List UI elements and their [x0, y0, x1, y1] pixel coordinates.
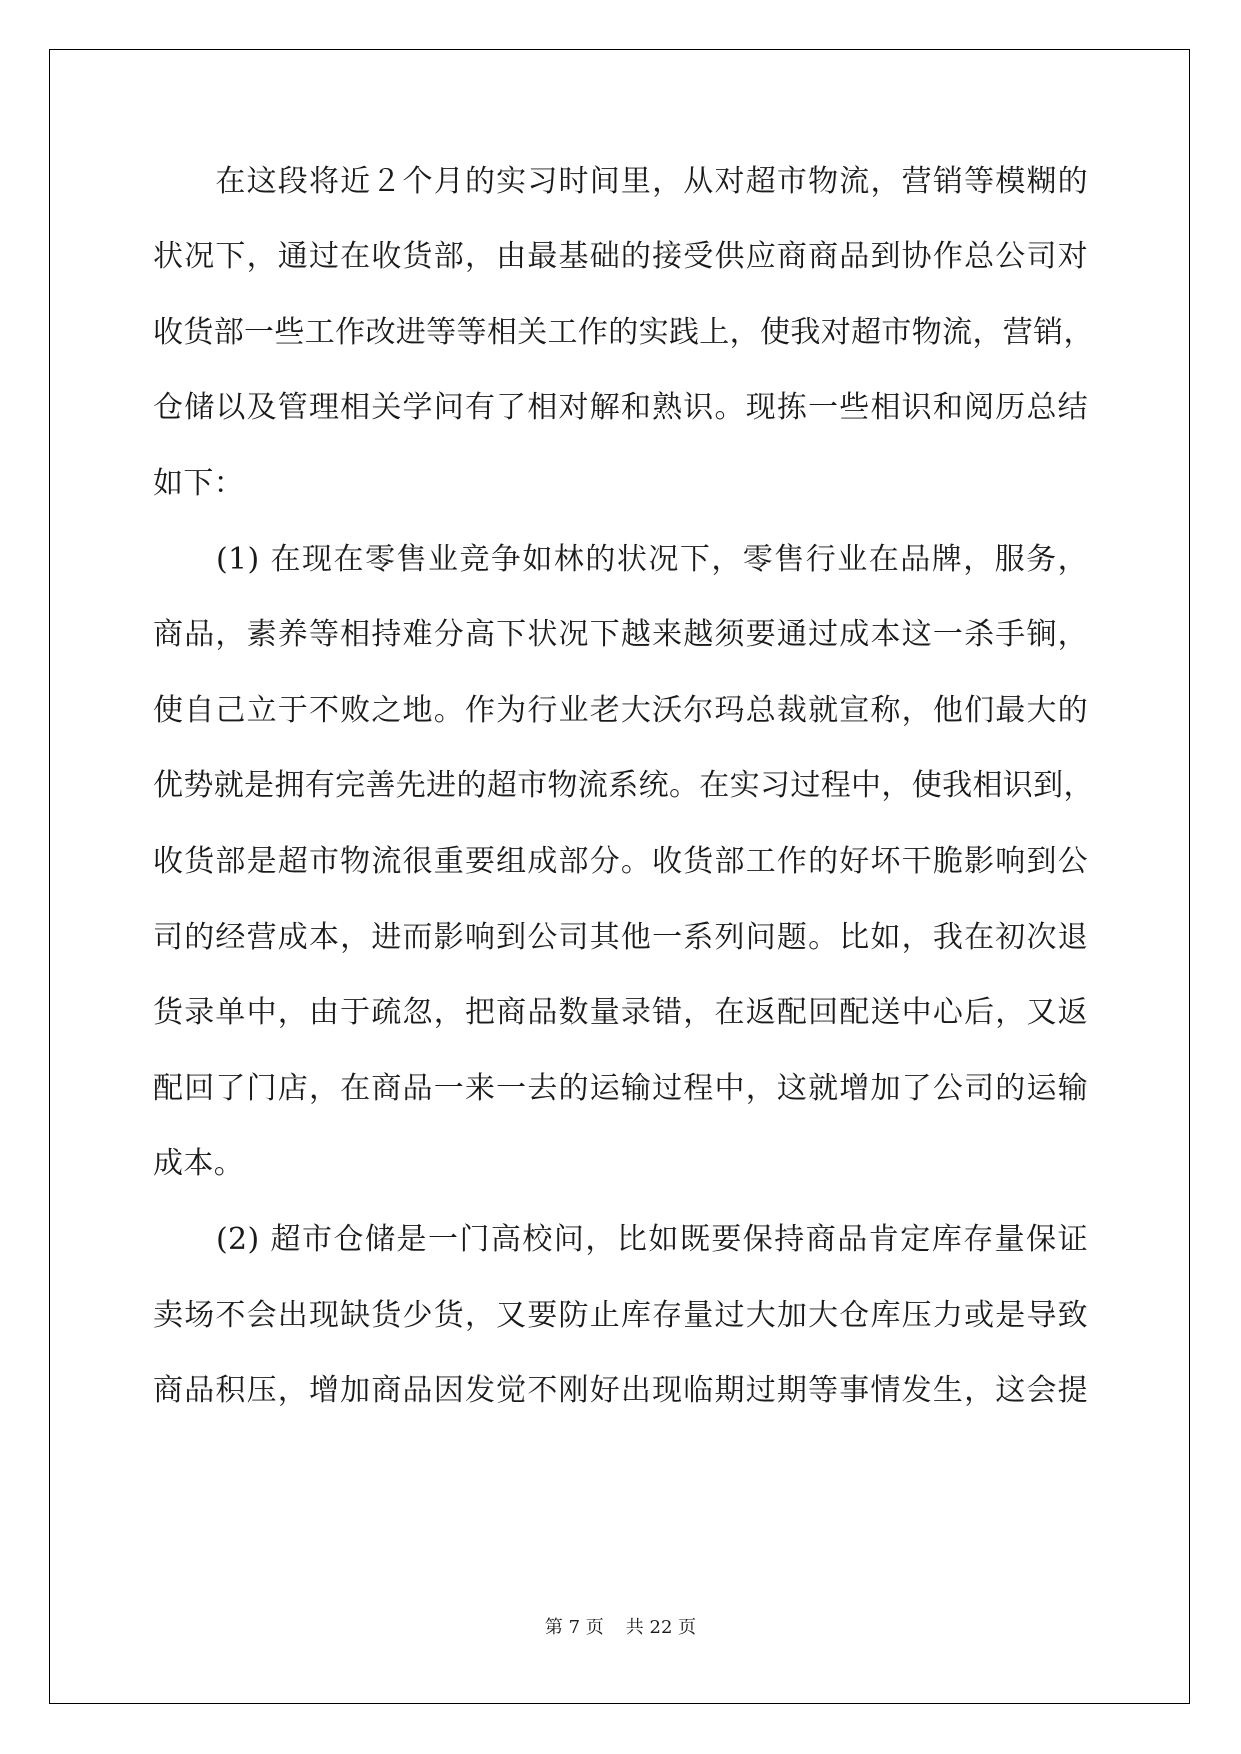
- text-line-1: 在这段将近２个月的实习时间里，从对超市物流，营销等模糊的: [153, 164, 1088, 199]
- page-total: 共 22 页: [625, 1617, 697, 1638]
- text-line-3: 收货部一些工作改进等等相关工作的实践上，使我对超市物流，营销，: [153, 315, 1094, 350]
- text-line-4: 仓储以及管理相关学问有了相对解和熟识。现拣一些相识和阅历总结: [153, 390, 1088, 425]
- text-line-13: 配回了门店，在商品一来一去的运输过程中，这就增加了公司的运输: [153, 1071, 1088, 1106]
- text-line-16: 卖场不会出现缺货少货，又要防止库存量过大加大仓库压力或是导致: [153, 1298, 1088, 1333]
- text-line-6: (1) 在现在零售业竞争如林的状况下，零售行业在品牌，服务，: [153, 542, 1088, 577]
- text-line-12: 货录单中，由于疏忽，把商品数量录错，在返配回配送中心后，又返: [153, 995, 1088, 1030]
- text-line-14: 成本。: [153, 1146, 245, 1181]
- text-line-11: 司的经营成本，进而影响到公司其他一系列问题。比如，我在初次退: [153, 920, 1088, 955]
- text-line-10: 收货部是超市物流很重要组成部分。收货部工作的好坏干脆影响到公: [153, 844, 1088, 879]
- text-line-7: 商品，素养等相持难分高下状况下越来越须要通过成本这一杀手锏，: [153, 617, 1088, 652]
- page-footer: [0, 1613, 1241, 1639]
- text-line-5: 如下：: [153, 466, 245, 501]
- text-line-2: 状况下，通过在收货部，由最基础的接受供应商商品到协作总公司对: [153, 239, 1088, 274]
- text-line-17: 商品积压，增加商品因发觉不刚好出现临期过期等事情发生，这会提: [153, 1373, 1088, 1408]
- text-line-8: 使自己立于不败之地。作为行业老大沃尔玛总裁就宣称，他们最大的: [153, 693, 1088, 728]
- text-line-9: 优势就是拥有完善先进的超市物流系统。在实习过程中，使我相识到，: [153, 768, 1094, 803]
- text-line-15: (2) 超市仓储是一门高校问，比如既要保持商品肯定库存量保证: [153, 1222, 1088, 1257]
- page-number: 第 7 页: [544, 1617, 604, 1638]
